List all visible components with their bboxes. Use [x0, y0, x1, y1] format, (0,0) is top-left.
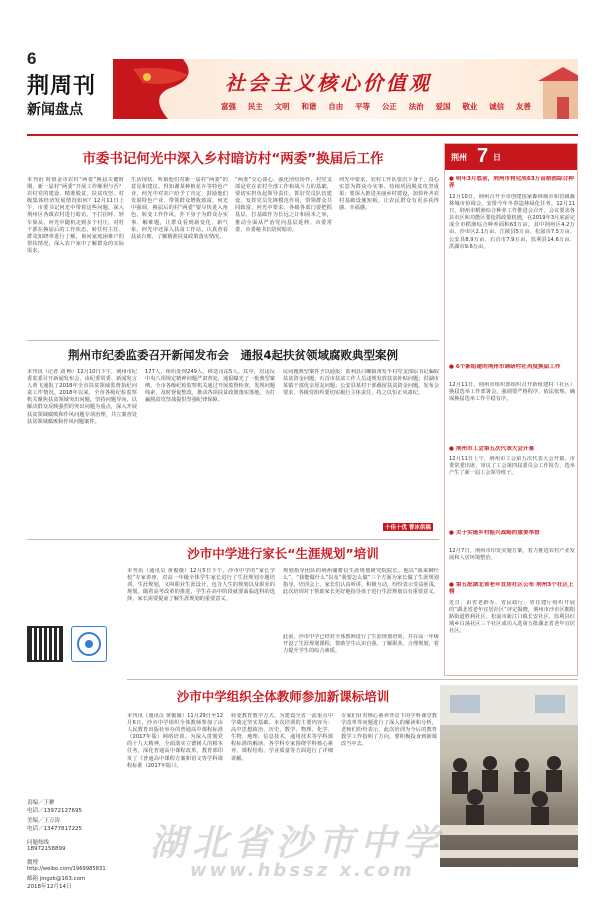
article-column: 177人，组织处理249人，移送司法5人。其中，对违反中央八项规定精神问题严肃查处，通报曝光了一批典型案例。全市各级纪检监察机关通过开展监督检查，发现问题线索，及时督促整改，推动各项扶贫政策落实落地，为打赢脱贫攻坚战提供坚强纪律保障。	[145, 369, 275, 404]
article-column: 本刊讯（记者 刘 畅）12月10日下午，荆州市纪委监委召开新闻发布会，由纪委常委、新闻发言人黄飞通报了2018年全市扶贫领域监督执纪问责工作情况。2018年以来，全市各级纪检监察机关聚焦扶贫领域突出问题，坚持问题导向，以解决群众反映强烈的突出问题为重点，深入开展扶贫领域腐败和作风问题专项治理，共立案查处扶贫领域腐败和作风问题案件。	[27, 369, 137, 425]
sidebar-header-number: 7	[477, 145, 489, 167]
title-part: 沙市中学进行家长	[187, 546, 288, 561]
article-career-planning	[127, 544, 439, 674]
title-part: 培训	[353, 546, 379, 561]
sidebar-item-title: ● 明年3月底前，荆州市将完成63万亩稻渔综合种养	[449, 176, 574, 190]
value-item: 敬业	[462, 102, 478, 111]
news-sidebar	[444, 143, 578, 676]
article-column: 转变教育教学方式，为建设全省一流重点中学奠定坚实基础。本次培训的主要内容为：高中思想政治、历史、数学、物理、化学、生物、地理、信息技术、通用技术等学科课程标准的解读，各学科专家围绕学科核心素养、课程结构、学业质量等方面进行了详细讲解。	[231, 713, 333, 762]
email-link[interactable]: 邮箱 jingzk@163.com	[27, 876, 86, 882]
sidebar-item-body: 12月10日，荆州召开全市创建国家森林城市和省级森林城市协调会，安排今年冬春造林绿化任务。12月11日，荆州市稻渔综合种养工作推进会召开，会议要求各县市区和功能区要抢抓政策机遇，在2019年3月底前完成全市稻渔综合种养面积63万亩，其中荆州区4.2万亩、沙市区2.1万亩、江陵县5万亩、松滋市7.5万亩、公安县8.9万亩、石首市7.9万亩、监利县14.6万亩、洪湖市9.6万亩。	[449, 194, 575, 250]
article-column: 本刊讯 时值金市农村“两委”换届关键时期，新一届村“两委”开展工作顺利与否？农村党的建设、精准脱贫、扶贫攻坚、村级集体经济发展情况如何？12月11日上午，市委书记何光中带着这些问题，深入荆州区各镇农村进行暗访。不打招呼、轻车简从，何光中随机走到多个村庄，对村干部在换届后的工作状态、转任村主任、群众知晓率进行了解，询问家庭困难户的帮扶情况，深入农户家中了解群众的实际需求。	[27, 177, 124, 254]
sidebar-item-title-text: 荆州市工会第五次代表大会开幕	[455, 446, 535, 452]
value-item: 富强	[221, 102, 236, 111]
sidebar-item-body: 12月7日，荆州市印发实施方案，着力推进农村产业发展和人居环境整治。	[449, 548, 575, 562]
title-part: 换届后工作	[316, 151, 384, 167]
value-item: 文明	[274, 102, 290, 111]
paper-name: 荆周刊	[27, 73, 97, 99]
article-column: 本刊讯（通讯员 黄俊薇）11月29日至12月6日，沙市中学组织全体教师参加了由人民教育出版社举办的普通高中课程标准（2017年版）网络培训。为深入贯彻党的十九大精神，全面落实立德树人的根本任务，深化普通高中课程改革，教育部印发了《普通高中课程方案和语文等学科课程标准（2017年版）》。	[127, 713, 223, 769]
watermark-text: 湖北省沙市中学	[150, 822, 445, 864]
article-title	[27, 147, 439, 167]
article-column: 生活现状，听取他们对新一届村“两委”的意见和建议。得知谢某种植花卉等特色产业，何光中对农户给予了肯定，鼓励他们发展特色产业、带领群众增收致富。何光中强调，换届后的村“两委”要尽快进入角色，转变工作作风，扑下身子为群众办实事、解难题，让群众看到新变化、新气象。何光中还深入扶贫工作站，认真查看扶贫台账，了解精准扶贫政策落实情况。	[131, 177, 228, 240]
masthead-rule	[27, 134, 578, 136]
sidebar-item-title: ● 荆州市工会第五次代表大会开幕	[449, 446, 535, 452]
article-column: 民问题典型案件予以通报：监利县白螺镇黄发半村党支部原书记骗取扶贫资金问题；石首市扶贫工作人员违规发放扶贫补贴问题；洪湖市某镇干部优亲厚友问题；公安县某村干部截留扶贫资金问题。发布会要求，各级党组织要切实履行主体责任，持之以恒正风肃纪。	[283, 369, 439, 397]
title-part: 市委书记何光中深入乡村暗访村	[82, 151, 272, 167]
designer-phone: 电话／13477817225	[27, 826, 82, 832]
value-item: 平等	[355, 102, 371, 111]
value-item: 和谐	[301, 102, 317, 111]
sidebar-item-body: 12月11日，荆州市组织部组织召开新组建村（社区）换届选举工作部署会，强调要严格程序、依法依规，确保换届选举工作平稳有序。	[449, 382, 575, 403]
value-item: 民主	[247, 102, 263, 111]
sidebar-item-body: 近日，由省老龄办、省民政厅、省住建厅组织开展的“湖北省老年宜居社区”评定揭晓，荆州市沙市区朝阳路街道胜利社区、松滋市新江口镇长安社区、监利县红城乡白荡社区三个社区成功入选第五批湖北省老年宜居社区。	[449, 600, 575, 635]
value-item: 法治	[408, 102, 424, 111]
designer-label: 美编／王万涛	[27, 818, 61, 824]
weibo-link[interactable]: http://weibo.com/1969985831	[27, 866, 106, 872]
sidebar-item-title-text: 6个新组建的荆州市调研村社再度换届工作	[455, 364, 561, 370]
value-item: 诚信	[489, 102, 505, 111]
banner-title: 社会主义核心价值观	[225, 71, 432, 95]
article-title: 沙市中学组织全体教师参加新课标培训	[176, 689, 390, 704]
article-title: 荆州市纪委监委召开新闻发布会 通报4起扶贫领域腐败典型案例	[68, 348, 398, 362]
sidebar-item-title: ● 关于实施乡村振兴战略的重要举措	[449, 530, 540, 536]
core-values-banner	[113, 59, 578, 119]
article-column: 专家们针对核心素养背景下的学科课堂教学改革等问题进行了深入的解读和分析，老师们纷纷表示，此次培训为今后的教育教学工作指明了方向，要积极投身到新课改当中去。	[341, 713, 437, 748]
page-number: 6	[27, 49, 37, 68]
article-inspection	[27, 143, 439, 338]
classroom-photo	[440, 685, 578, 867]
sidebar-item-title: ● 6个新组建的荆州市调研村社再度换届工作	[449, 364, 561, 370]
hotline-label: 问题热线	[27, 840, 50, 846]
hotline-number: 18972158899	[27, 846, 66, 852]
sidebar-header	[445, 144, 577, 170]
sidebar-item-title-text: 明年3月底前，荆州市将完成63万亩稻渔综合种养	[449, 176, 574, 190]
gate-graphic	[533, 59, 578, 119]
title-part: “两委”	[271, 151, 317, 167]
weibo-label: 微博	[27, 860, 39, 866]
credit-stamp: 十佳十优 曹冰供稿	[385, 525, 431, 531]
sidebar-header-label: 荆州	[451, 153, 467, 162]
article-column: 此前，沙市中学已经对全体教师进行了生涯规划培训，并在高一年级开设了生涯规划课程，帮助学生认识自我、了解职业、合理规划，着力提升学生的综合素质。	[283, 634, 439, 655]
sidebar-item-title: ● 第五批湖北省老年宜居社区公布 荆州3个社区上榜	[449, 582, 574, 596]
core-values-list	[221, 101, 531, 112]
article-column: 规划指导团队的荆州储蓄信生涯规划研究院院长、他以“我来聊什么”、“我能做什么”以及“我要怎么做”三个方面为家长做了生涯规划指导。培训会上，家长们认真听讲、积极互动，纷纷表示受益匪浅，此次培训对于帮助家长更好地指导孩子进行生涯规划具有重要意义。	[283, 568, 439, 596]
sidebar-item-body: 12月11日上午，荆州市工会第五次代表大会开幕。市委常委出席，审议了工会第四届委员会工作报告，选举产生了新一届工会领导班子。	[449, 456, 575, 477]
value-item: 自由	[328, 102, 344, 111]
issue-date: 2018年12月14日	[27, 884, 72, 890]
value-item: 友善	[515, 102, 531, 111]
sidebar-item-title-text: 第五批湖北省老年宜居社区公布 荆州3个社区上榜	[449, 582, 574, 596]
footer-info	[27, 626, 122, 891]
title-part: “生涯规划”	[287, 546, 354, 561]
logo-icon	[71, 626, 107, 662]
divider	[27, 340, 439, 341]
article-column: 本刊讯（通讯员 黄俊薇）12月5日下午，沙市中学的“家长学校”专家讲座，对高一年级全体学生家长进行了生涯规划专题培训。生涯规划，又叫职业生涯设计，包含人生的规划以及职业的规划。随着高考改革的推进，学生在高中阶段就要面临选科的选择，家长需要提前了解生涯规划的重要意义。	[127, 568, 275, 603]
qr-code	[27, 626, 63, 662]
photo-figures	[440, 685, 578, 867]
editor-label: 责编／王翀	[27, 800, 55, 806]
value-item: 爱国	[435, 102, 451, 111]
sidebar-item-title-text: 关于实施乡村振兴战略的重要举措	[455, 530, 540, 536]
masthead	[0, 0, 599, 140]
editor-phone: 电话／13972127695	[27, 808, 82, 814]
article-discipline	[27, 343, 439, 537]
article-column: 何光中要求，驻村工作队要沉下身子，真心实意为群众办实事，持续巩固脱贫攻坚成果；要深入推进美丽乡村建设，加快补齐农村基础设施短板，让农民群众有更多获得感、幸福感。	[339, 177, 439, 212]
article-title	[127, 544, 439, 562]
divider	[27, 539, 439, 540]
section-name: 新闻盘点	[27, 102, 83, 118]
watermark-url: www.hbssz x.com	[190, 860, 415, 881]
sidebar-header-suffix: 日	[493, 153, 501, 162]
value-item: 公正	[381, 102, 397, 111]
flag-graphic	[113, 59, 223, 119]
divider	[127, 679, 578, 680]
article-column: “两委”交心谈心，强化团结协作，村党支部是党在农村全部工作和战斗力的基础，要切实担负起领导责任，抓好党员队伍建设，发挥党员先锋模范作用，带领群众共同致富。何光中要求，各级各部门要把抓基层、打基础作为长远之计和固本之举，推动全面从严治党向基层延伸。市委常委、市委秘书长陪同暗访。	[235, 177, 332, 233]
